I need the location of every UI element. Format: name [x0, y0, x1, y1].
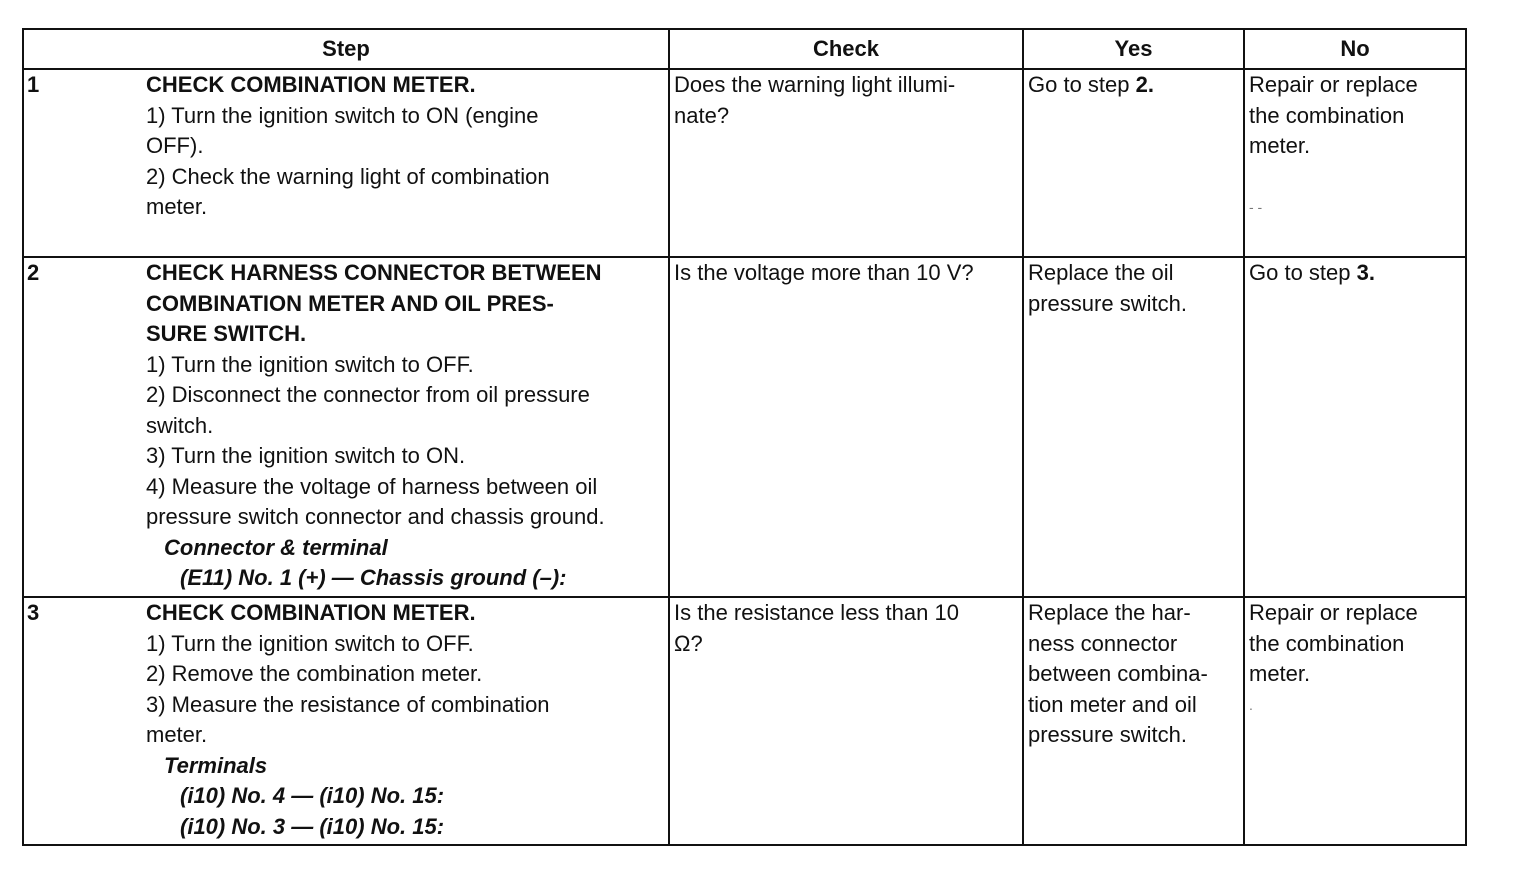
- check-cell: [669, 257, 1023, 597]
- spec-line: (E11) No. 1 (+) — Chassis ground (–):: [180, 565, 567, 590]
- header-row: [23, 29, 1466, 69]
- step-line: 3) Turn the ignition switch to ON.: [146, 443, 466, 468]
- step-title: SURE SWITCH.: [146, 321, 307, 346]
- yes-line: Replace the oil: [1028, 260, 1174, 285]
- yes-line: between combina-: [1028, 661, 1208, 686]
- no-line: Repair or replace: [1249, 72, 1418, 97]
- yes-step-ref: 2.: [1135, 72, 1154, 97]
- step-number: 1: [27, 72, 40, 97]
- spec-heading: Connector & terminal: [164, 534, 388, 560]
- check-line: Ω?: [674, 630, 703, 656]
- step-title: CHECK HARNESS CONNECTOR BETWEEN: [146, 260, 602, 285]
- diagnostic-table: [22, 28, 1467, 846]
- no-line: the combination: [1249, 102, 1405, 128]
- no-cell: [1244, 597, 1466, 845]
- step-title: CHECK COMBINATION METER.: [146, 72, 476, 97]
- table-row: [23, 69, 1466, 257]
- check-cell: [669, 69, 1023, 257]
- no-mark: .: [1249, 696, 1253, 713]
- yes-cell: [1023, 257, 1244, 597]
- no-text: Go to step: [1249, 260, 1357, 285]
- header-check: Check: [669, 29, 1023, 69]
- spec-line: (i10) No. 4 — (i10) No. 15:: [180, 783, 445, 808]
- step-title: CHECK COMBINATION METER.: [146, 600, 476, 625]
- step-line: 3) Measure the resistance of combination: [146, 691, 550, 717]
- check-line: nate?: [674, 102, 730, 128]
- spec-heading: Terminals: [164, 752, 268, 778]
- check-line: Is the voltage more than 10 V?: [674, 260, 974, 285]
- step-line: 2) Check the warning light of combination: [146, 163, 550, 189]
- step-line: 1) Turn the ignition switch to OFF.: [146, 630, 474, 656]
- no-mark: - -: [1249, 198, 1263, 215]
- header-no: No: [1244, 29, 1466, 69]
- table-row: [23, 257, 1466, 597]
- yes-line: pressure switch.: [1028, 722, 1187, 747]
- check-cell: [669, 597, 1023, 845]
- check-line: Does the warning light illumi-: [674, 72, 956, 97]
- step-line: 4) Measure the voltage of harness between oil: [146, 473, 598, 499]
- step-line: 2) Remove the combination meter.: [146, 661, 483, 686]
- step-cell: [23, 597, 669, 845]
- step-line: 2) Disconnect the connector from oil pressure: [146, 382, 590, 407]
- no-line: the combination: [1249, 630, 1405, 656]
- step-cell: [23, 257, 669, 597]
- yes-line: Replace the har-: [1028, 600, 1191, 625]
- step-line: meter.: [146, 722, 208, 747]
- header-step: Step: [23, 29, 669, 69]
- step-title: COMBINATION METER AND OIL PRES-: [146, 290, 554, 316]
- yes-line: ness connector: [1028, 630, 1178, 656]
- no-line: meter.: [1249, 133, 1311, 158]
- yes-line: tion meter and oil: [1028, 691, 1197, 717]
- spec-line: (i10) No. 3 — (i10) No. 15:: [180, 813, 445, 839]
- step-number: 3: [27, 600, 40, 625]
- no-line: meter.: [1249, 661, 1311, 686]
- step-line: switch.: [146, 412, 214, 438]
- no-cell: [1244, 257, 1466, 597]
- no-line: Repair or replace: [1249, 600, 1418, 625]
- no-step-ref: 3.: [1356, 260, 1375, 285]
- step-line: meter.: [146, 194, 208, 219]
- yes-cell: [1023, 69, 1244, 257]
- yes-cell: [1023, 597, 1244, 845]
- step-cell: [23, 69, 669, 257]
- step-line: OFF).: [146, 133, 204, 158]
- table-row: [23, 597, 1466, 845]
- step-line: 1) Turn the ignition switch to ON (engine: [146, 102, 539, 128]
- check-line: Is the resistance less than 10: [674, 600, 959, 625]
- step-line: 1) Turn the ignition switch to OFF.: [146, 351, 474, 377]
- yes-text: Go to step: [1028, 72, 1136, 97]
- step-line: pressure switch connector and chassis ground.: [146, 504, 605, 529]
- step-number: 2: [27, 260, 40, 285]
- header-yes: Yes: [1023, 29, 1244, 69]
- yes-line: pressure switch.: [1028, 290, 1187, 316]
- no-cell: [1244, 69, 1466, 257]
